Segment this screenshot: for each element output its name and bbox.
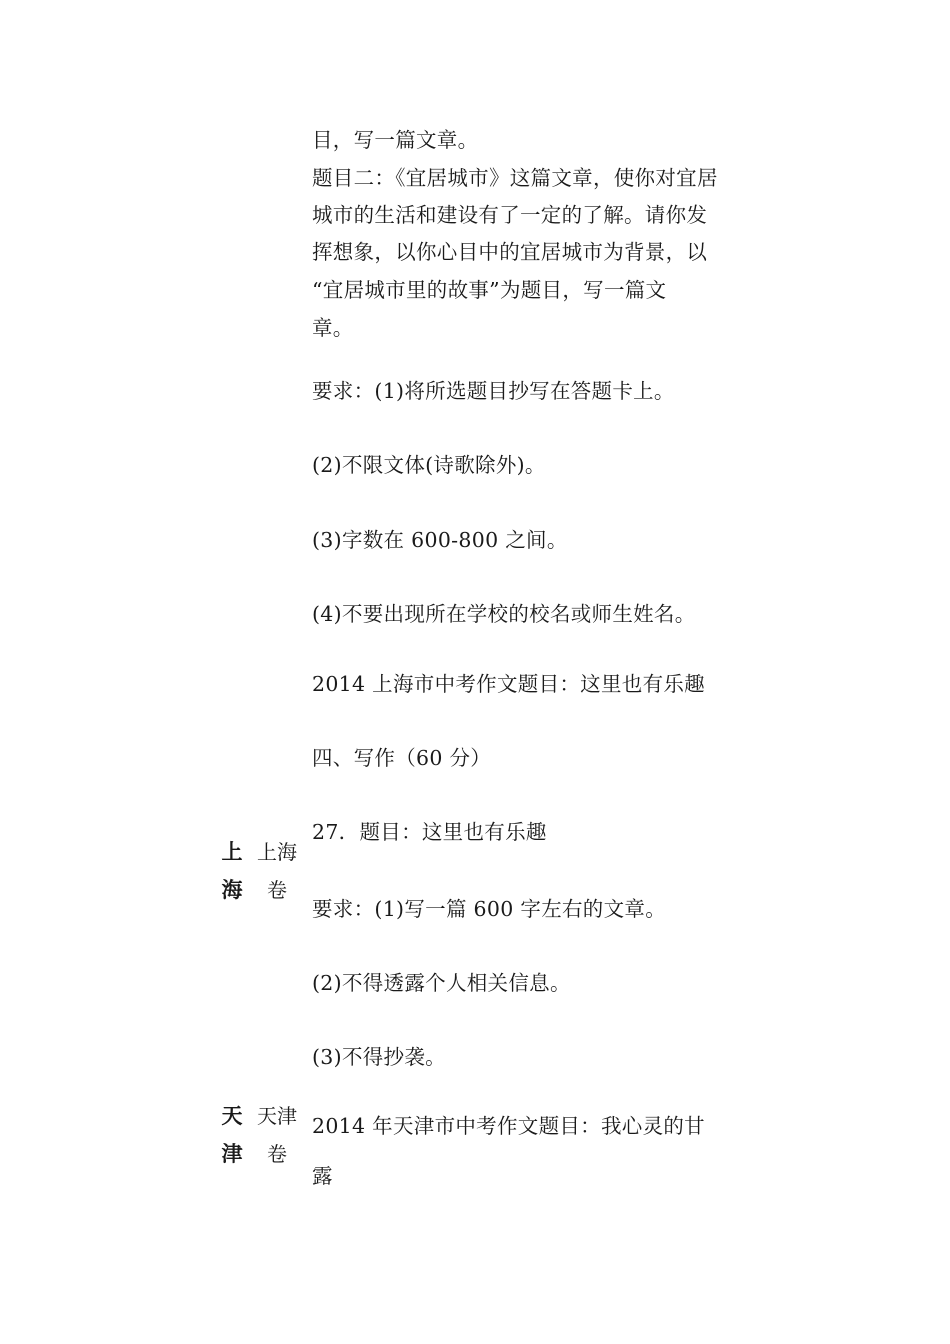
region-label-tianjin: 天 津 [221,1104,243,1166]
text-line: 目，写一篇文章。 [312,128,479,152]
text-line: “宜居城市里的故事”为题目，写一篇文 [312,278,667,302]
requirement-line: (2)不得透露个人相关信息。 [312,971,571,995]
region-label-shanghai: 上 海 [221,840,243,902]
requirement-line: 要求：(1)写一篇 600 字左右的文章。 [312,897,666,921]
requirement-line: 要求：(1)将所选题目抄写在答题卡上。 [312,379,675,403]
requirement-line: (2)不限文体(诗歌除外)。 [312,453,546,477]
shanghai-section: 四、写作（60 分） [312,746,492,770]
shanghai-title: 2014 上海市中考作文题目：这里也有乐趣 [312,672,705,696]
paper-label-tianjin: 天津 卷 [257,1104,297,1166]
tianjin-title: 2014 年天津市中考作文题目：我心灵的甘 [312,1114,705,1138]
text-line: 城市的生活和建设有了一定的了解。请你发 [312,203,708,227]
tianjin-title: 露 [312,1164,333,1188]
requirement-line: (3)不得抄袭。 [312,1045,446,1069]
text-line: 挥想象，以你心目中的宜居城市为背景，以 [312,240,708,264]
requirement-line: (4)不要出现所在学校的校名或师生姓名。 [312,602,696,626]
text-line: 题目二：《宜居城市》这篇文章，使你对宜居 [312,166,718,190]
requirement-line: (3)字数在 600-800 之间。 [312,528,568,552]
shanghai-question: 27．题目：这里也有乐趣 [312,820,547,844]
text-line: 章。 [312,316,354,340]
paper-label-shanghai: 上海 卷 [257,840,297,902]
